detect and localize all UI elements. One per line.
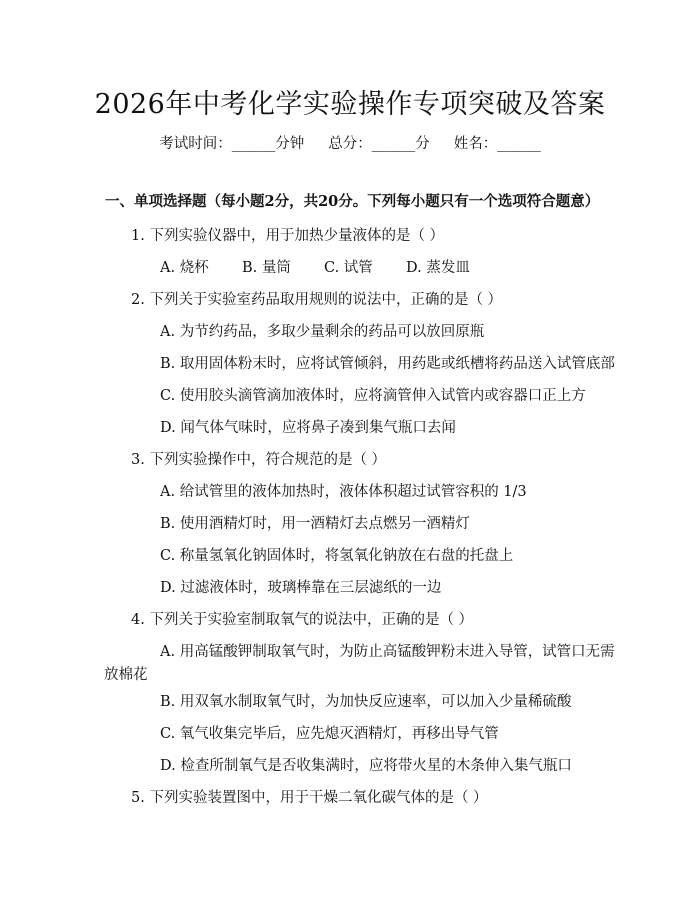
option: D. 闻气体气味时，应将鼻子凑到集气瓶口去闻 <box>160 420 456 436</box>
option: C. 称量氢氧化钠固体时，将氢氧化钠放在右盘的托盘上 <box>160 548 514 564</box>
option: B. 量筒 <box>242 260 291 276</box>
option: A. 为节约药品，多取少量剩余的药品可以放回原瓶 <box>160 324 485 340</box>
student-name: 姓名：______ <box>453 136 541 152</box>
option: B. 使用酒精灯时，用一酒精灯去点燃另一酒精灯 <box>160 516 470 532</box>
question-stem: 4. 下列关于实验室制取氧气的说法中，正确的是（ ） <box>131 612 474 628</box>
section-heading: 一、单项选择题（每小题2分，共20分。下列每小题只有一个选项符合题意） <box>105 193 600 210</box>
question-stem: 1. 下列实验仪器中，用于加热少量液体的是（ ） <box>131 228 445 244</box>
question-stem: 2. 下列关于实验室药品取用规则的说法中，正确的是（ ） <box>131 292 503 308</box>
question-options <box>160 256 488 277</box>
option: C. 试管 <box>324 260 373 276</box>
option: B. 用双氧水制取氧气时，为加快反应速率，可以加入少量稀硫酸 <box>160 694 572 710</box>
option: C. 氧气收集完毕后，应先熄灭酒精灯，再移出导气管 <box>160 726 499 742</box>
total-score: 总分：______分 <box>328 136 430 152</box>
option: A. 给试管里的液体加热时，液体体积超过试管容积的 1/3 <box>160 484 527 500</box>
option: A. 用高锰酸钾制取氧气时，为防止高锰酸钾粉末进入导管，试管口无需 <box>160 644 615 660</box>
option: D. 检查所制氧气是否收集满时，应将带火星的木条伸入集气瓶口 <box>160 758 572 774</box>
page-title: 2026年中考化学实验操作专项突破及答案 <box>94 89 606 120</box>
option: D. 蒸发皿 <box>406 260 470 276</box>
exam-meta <box>0 132 700 153</box>
question-stem: 3. 下列实验操作中，符合规范的是（ ） <box>131 452 387 468</box>
option: C. 使用胶头滴管滴加液体时，应将滴管伸入试管内或容器口正上方 <box>160 388 586 404</box>
exam-time: 考试时间：______分钟 <box>159 136 305 152</box>
question-stem: 5. 下列实验装置图中，用于干燥二氧化碳气体的是（ ） <box>131 790 488 806</box>
option: D. 过滤液体时，玻璃棒靠在三层滤纸的一边 <box>160 580 442 596</box>
option: B. 取用固体粉末时，应将试管倾斜，用药匙或纸槽将药品送入试管底部 <box>160 356 615 372</box>
option: A. 烧杯 <box>160 260 209 276</box>
option-continuation: 放棉花 <box>104 667 148 683</box>
